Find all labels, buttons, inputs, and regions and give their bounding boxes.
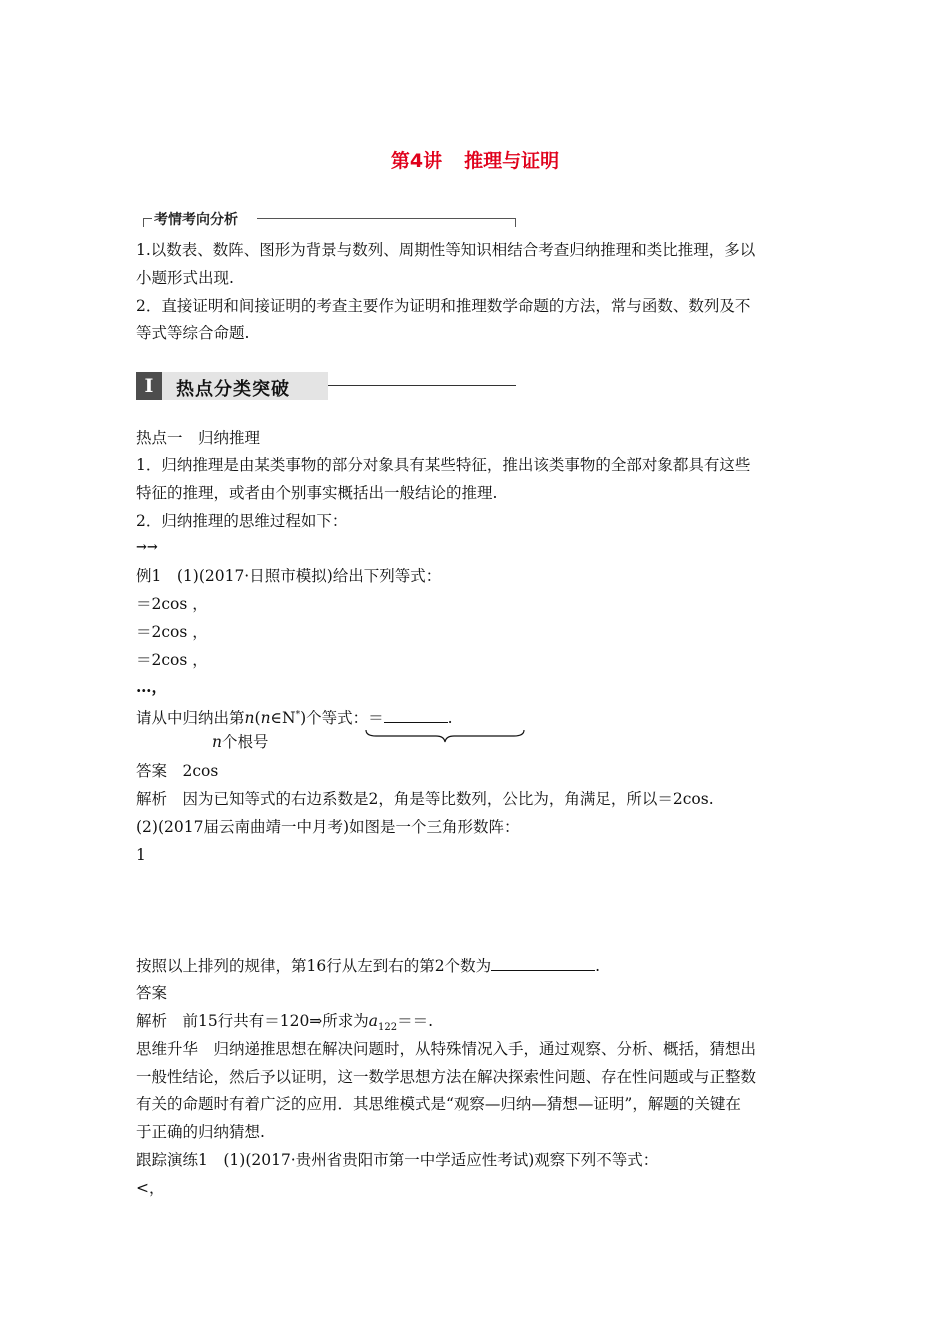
section-number: I: [136, 372, 162, 400]
question-n: n: [244, 709, 255, 728]
question-end: .: [447, 709, 453, 728]
answer-2: 答案: [136, 984, 168, 1002]
brace-text: 个根号: [221, 733, 269, 751]
hotspot-p1-line1: 1．归纳推理是由某类事物的部分对象具有某些特征，推出该类事物的全部对象都具有这些: [136, 456, 751, 474]
question-2-end: .: [595, 957, 601, 975]
example-1-intro: 例1 (1)(2017·日照市模拟)给出下列等式：: [136, 567, 442, 585]
question-prefix: 请从中归纳出第: [136, 709, 245, 728]
question-2-line: [136, 956, 600, 976]
frame-top-right: [257, 218, 516, 219]
analysis-heading: 考情考向分析: [154, 212, 238, 228]
answer-1: 答案 2cos: [136, 762, 219, 780]
section-rule: [328, 385, 516, 386]
process-arrows: →→: [136, 540, 158, 555]
equation-3: ＝2cos ，: [136, 651, 208, 669]
answer-blank-2: [491, 956, 595, 971]
inequality-1: <，: [136, 1179, 165, 1197]
question-star: *: [295, 710, 301, 720]
lecture-number: 第4讲: [390, 150, 443, 172]
thinking-line2: 一般性结论，然后予以证明，这一数学思想方法在解决探索性问题、存在性问题或与正整数: [136, 1068, 757, 1086]
answer-blank-1: [384, 708, 448, 723]
tracking-exercise-1: 跟踪演练1 (1)(2017·贵州省贵阳市第一中学适应性考试)观察下列不等式：: [136, 1151, 659, 1169]
lecture-name: 推理与证明: [464, 150, 560, 172]
question-line: [136, 705, 453, 728]
question-paren: (: [254, 709, 261, 728]
equation-1: ＝2cos ，: [136, 595, 208, 613]
page-title: [0, 146, 950, 173]
brace-n: n: [212, 733, 222, 751]
analysis-p2-line1: 2．直接证明和间接证明的考查主要作为证明和推理数学命题的方法，常与函数、数列及不: [136, 297, 751, 315]
analysis-p1-line1: 1.以数表、数阵、图形为背景与数列、周期性等知识相结合考查归纳推理和类比推理，多以: [136, 241, 756, 259]
frame-tick-right: [515, 218, 516, 227]
solution-2: [136, 1011, 433, 1038]
frame-top-left: [143, 218, 152, 219]
solution-2-post: ＝＝.: [397, 1012, 434, 1030]
analysis-p1-line2: 小题形式出现.: [136, 269, 234, 287]
triangle-first-row: 1: [136, 846, 146, 864]
question-in-n: ∈N: [270, 709, 296, 728]
thinking-line1: 思维升华 归纳递推思想在解决问题时，从特殊情况入手，通过观察、分析、概括，猜想出: [136, 1040, 757, 1058]
analysis-p2-line2: 等式等综合命题.: [136, 324, 250, 342]
question-middle: )个等式：＝: [300, 709, 384, 728]
frame-tick-left: [143, 218, 144, 227]
underbrace: [364, 728, 526, 744]
example-1-part2: (2)(2017届云南曲靖一中月考)如图是一个三角形数阵：: [136, 818, 520, 836]
thinking-line4: 于正确的归纳猜想.: [136, 1123, 265, 1141]
hotspot-p2: 2．归纳推理的思维过程如下：: [136, 512, 348, 530]
section-title: 热点分类突破: [176, 379, 290, 400]
solution-1: 解析 因为已知等式的右边系数是2，角是等比数列，公比为，角满足，所以＝2cos.: [136, 790, 714, 808]
question-n2: n: [260, 709, 271, 728]
thinking-line3: 有关的命题时有着广泛的应用．其思维模式是“观察—归纳—猜想—证明”，解题的关键在: [136, 1095, 741, 1113]
hotspot-p1-line2: 特征的推理，或者由个别事实概括出一般结论的推理.: [136, 484, 498, 502]
hotspot-heading: 热点一 归纳推理: [136, 429, 261, 447]
solution-2-prefix: 解析 前15行共有＝120⇒所求为: [136, 1012, 369, 1030]
equation-2: ＝2cos ，: [136, 623, 208, 641]
solution-2-sub: 122: [378, 1022, 398, 1034]
ellipsis: …，: [136, 677, 168, 696]
question-2-prefix: 按照以上排列的规律，第16行从左到右的第2个数为: [136, 957, 492, 975]
solution-2-a: a: [368, 1012, 379, 1030]
brace-label: [212, 732, 269, 752]
